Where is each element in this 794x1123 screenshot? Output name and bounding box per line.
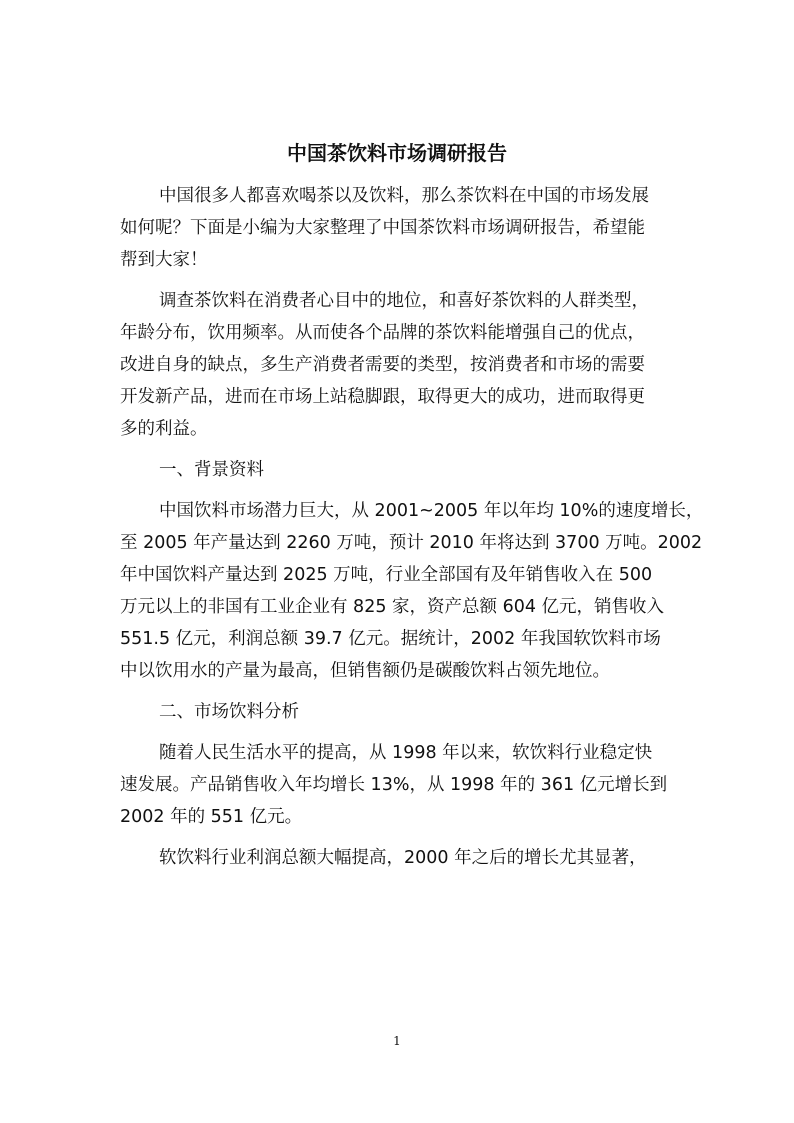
text-line: 速发展。产品销售收入年均增长 13%，从 1998 年的 361 亿元增长到 (120, 775, 668, 795)
section-heading-market: 二、市场饮料分析 (159, 702, 299, 722)
text-line: 多的利益。 (120, 419, 208, 439)
text-line: 2002 年的 551 亿元。 (120, 807, 303, 827)
text-line: 中以饮用水的产量为最高，但销售额仍是碳酸饮料占领先地位。 (120, 661, 610, 681)
text-line: 年中国饮料产量达到 2025 万吨，行业全部国有及年销售收入在 500 (120, 565, 653, 585)
text-line: 改进自身的缺点，多生产消费者需要的类型，按消费者和市场的需要 (120, 355, 645, 375)
text-line: 软饮料行业利润总额大幅提高，2000 年之后的增长尤其显著， (159, 848, 647, 868)
page-number: 1 (393, 1034, 401, 1048)
text-line: 调查茶饮料在消费者心目中的地位，和喜好茶饮料的人群类型， (159, 291, 649, 311)
text-line: 如何呢？下面是小编为大家整理了中国茶饮料市场调研报告，希望能 (120, 218, 645, 238)
section-heading-background: 一、背景资料 (159, 460, 264, 480)
document-body (120, 180, 704, 874)
text-line: 中国很多人都喜欢喝茶以及饮料，那么茶饮料在中国的市场发展 (159, 186, 649, 206)
text-line: 551.5 亿元，利润总额 39.7 亿元。据统计，2002 年我国软饮料市场 (120, 629, 661, 649)
paragraph-market-growth (120, 737, 680, 833)
text-line: 万元以上的非国有工业企业有 825 家，资产总额 604 亿元，销售收入 (120, 597, 665, 617)
text-line: 随着人民生活水平的提高，从 1998 年以来，软饮料行业稳定快 (159, 743, 653, 763)
text-line: 至 2005 年产量达到 2260 万吨，预计 2010 年将达到 3700 万吨。2002 (120, 533, 703, 553)
paragraph-profit (120, 842, 680, 874)
paragraph-intro (120, 180, 680, 276)
text-line: 帮到大家！ (120, 250, 208, 270)
page-title: 中国茶饮料市场调研报告 (287, 141, 507, 166)
text-line: 开发新产品，进而在市场上站稳脚跟，取得更大的成功，进而取得更 (120, 387, 645, 407)
paragraph-purpose (120, 285, 680, 445)
text-line: 中国饮料市场潜力巨大，从 2001~2005 年以年均 10%的速度增长， (159, 501, 704, 521)
text-line: 年龄分布，饮用频率。从而使各个品牌的茶饮料能增强自己的优点， (120, 323, 645, 343)
paragraph-background (120, 495, 704, 687)
